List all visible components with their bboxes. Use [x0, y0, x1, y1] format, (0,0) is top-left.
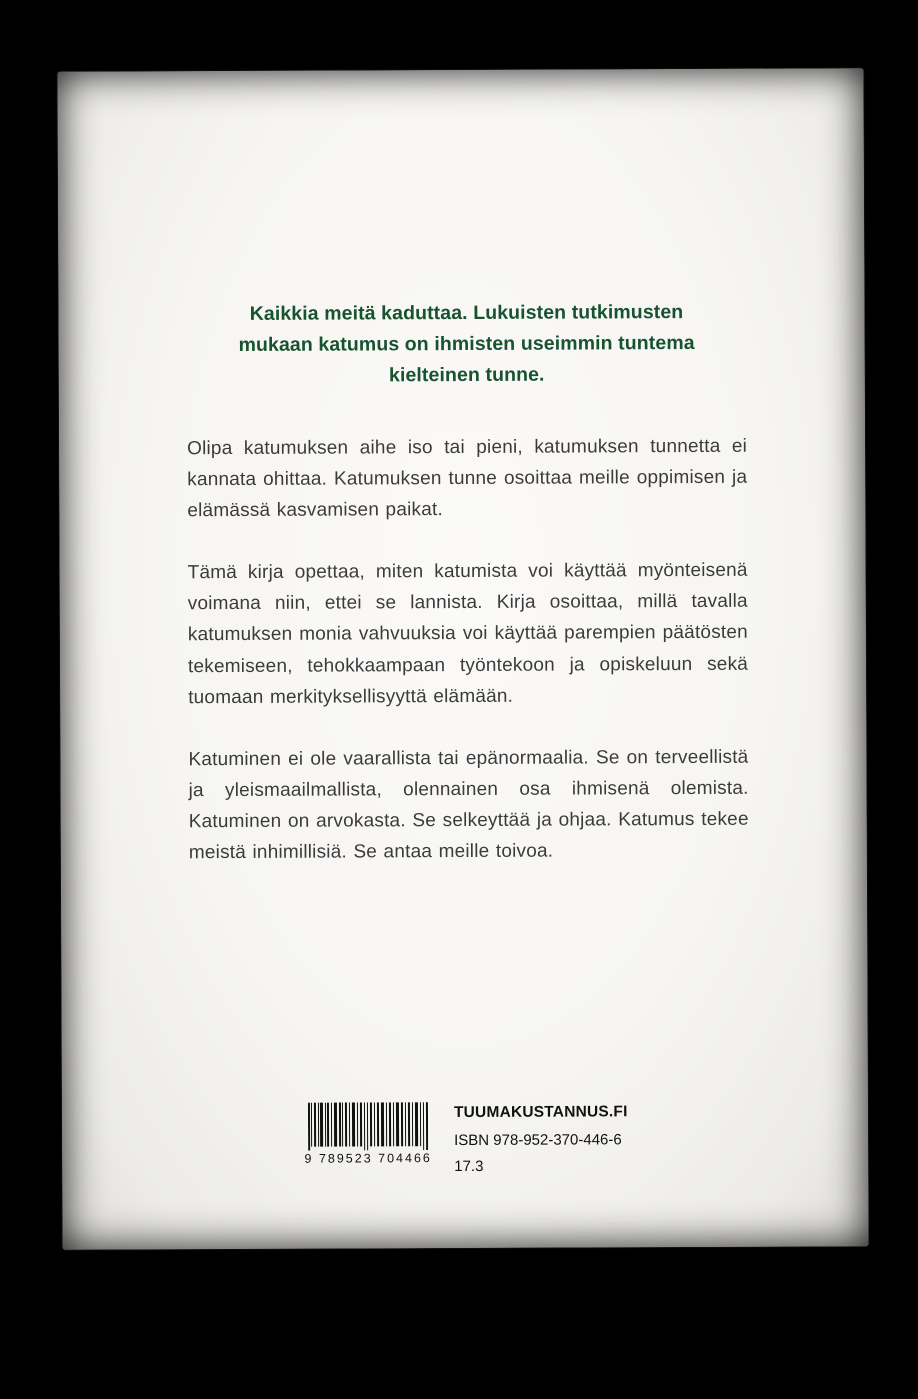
cover-text-block [186, 297, 749, 900]
cover-paragraph-2: Tämä kirja opettaa, miten katumista voi käyttää myönteisenä voimana niin, ettei se lannista. Kirja osoittaa, millä tavalla katumuksen monia vahvuuksia voi käyttää parempien päätösten tekemiseen, tehokkaampaan työntekoon ja opiskeluun sekä tuomaan merkityksellisyyttä elämään. [187, 559, 749, 708]
publisher-website: TUUMAKUSTANNUS.FI [453, 1103, 628, 1122]
cover-paragraph-1: Olipa katumuksen aihe iso tai pieni, katumuksen tunnetta ei kannata ohittaa. Katumuksen tunne osoittaa meille oppimisen ja elämässä kasvamisen paikat. [187, 435, 748, 522]
barcode-icon [308, 1102, 428, 1151]
book-back-cover [57, 68, 868, 1250]
library-classification-code: 17.3 [454, 1157, 484, 1176]
barcode [302, 1102, 434, 1166]
publisher-info [454, 1101, 628, 1175]
cover-footer [302, 1101, 628, 1175]
isbn-number: ISBN 978-952-370-446-6 [454, 1131, 622, 1150]
cover-headline: Kaikkia meitä kaduttaa. Lukuisten tutkimusten mukaan katumus on ihmisten useimmin tuntema kielteinen tunne. [238, 301, 695, 387]
cover-paragraph-3: Katuminen ei ole vaarallista tai epänormaalia. Se on terveellistä ja yleismaailmallista, olennainen osa ihmisenä olemista. Katuminen on arvokasta. Se selkeyttää ja ohjaa. Katumus tekee meistä inhimillisiä. Se antaa meille toivoa. [188, 746, 749, 864]
barcode-number: 9 789523 704466 [304, 1151, 432, 1166]
